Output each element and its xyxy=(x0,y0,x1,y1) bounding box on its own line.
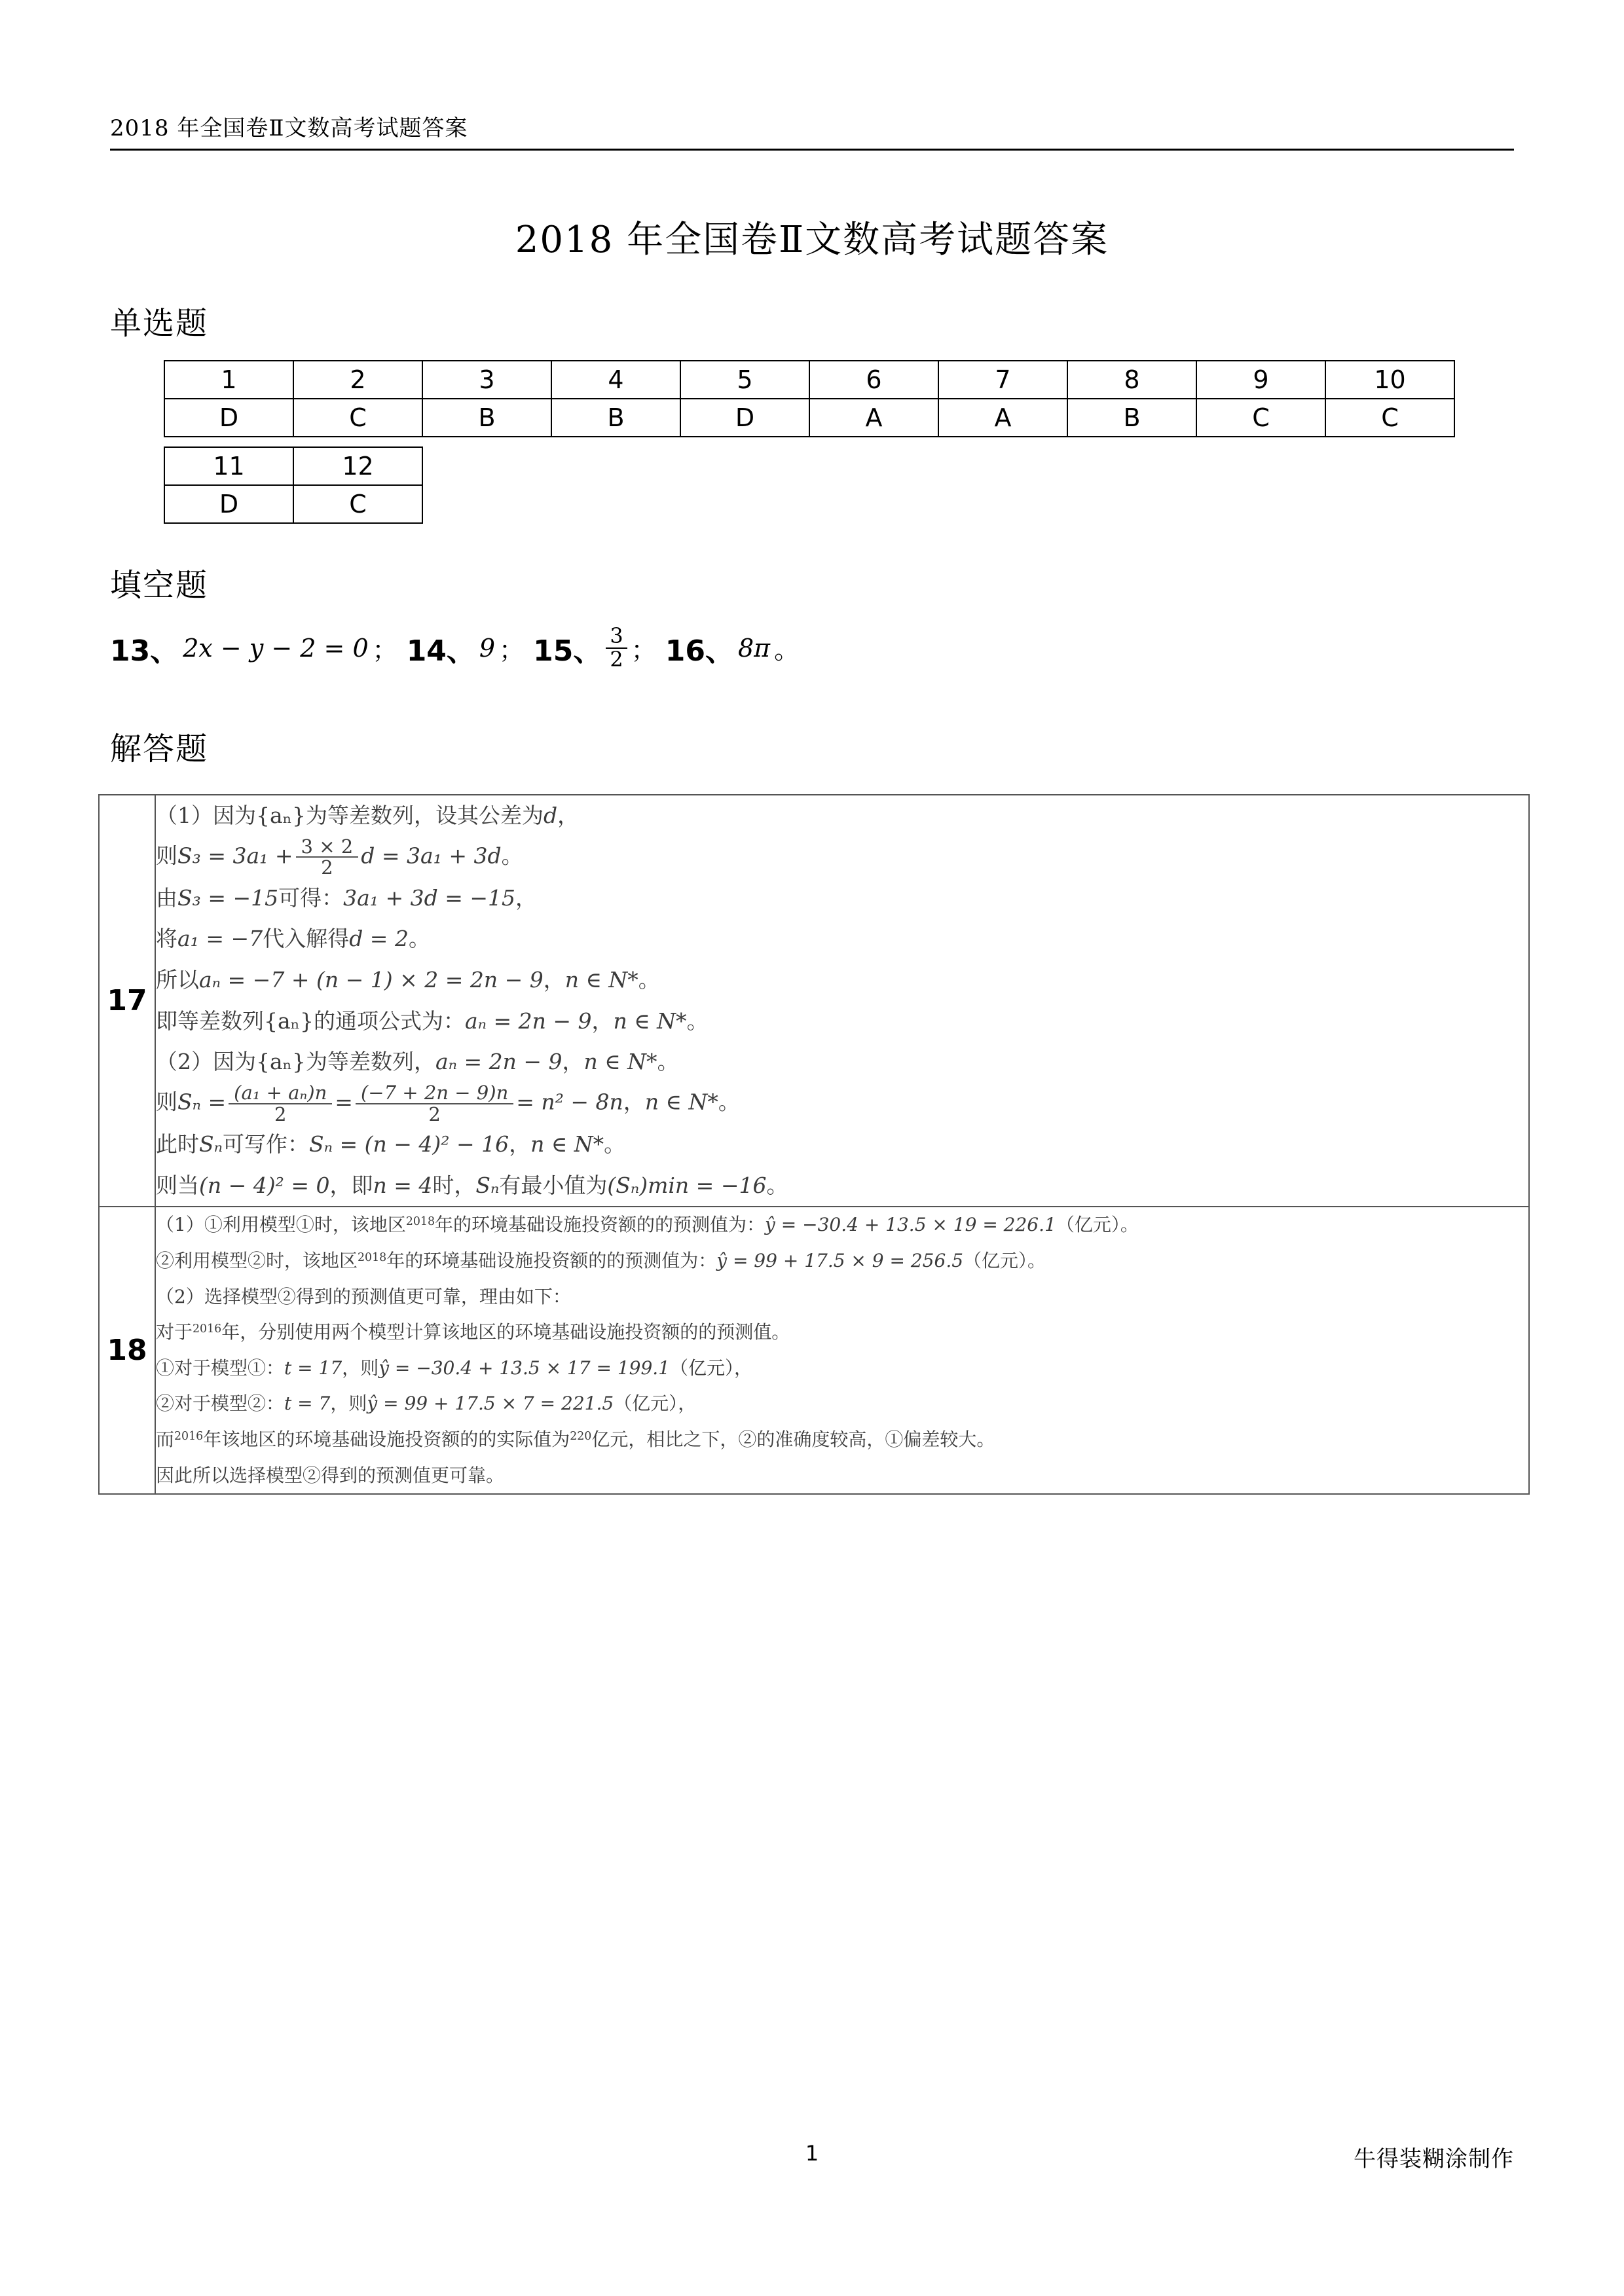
line-text: ②利用模型②时，该地区 xyxy=(156,1250,358,1272)
line-text: 此时 xyxy=(156,1131,199,1157)
mc-answer-cell: B xyxy=(422,399,551,437)
mc-answer-cell: A xyxy=(809,399,938,437)
fraction-denominator: 2 xyxy=(274,1102,287,1125)
line-text: 而 xyxy=(156,1429,175,1450)
table-row-question-18 xyxy=(99,1207,1529,1494)
line-text: 则当 xyxy=(156,1172,199,1198)
blank-separator-15: ； xyxy=(631,636,656,665)
mc-number-cell: 5 xyxy=(680,361,809,399)
table-row xyxy=(164,485,422,523)
solution-line xyxy=(156,1001,1528,1042)
line-text: 。 xyxy=(501,843,523,869)
equals-sign: = xyxy=(335,1089,353,1115)
line-text: ， xyxy=(678,1393,697,1415)
line-text: 可得： xyxy=(278,884,344,911)
solution-line xyxy=(156,1042,1528,1083)
blank-answer-16: 8π xyxy=(737,633,771,663)
line-text: 。 xyxy=(638,967,660,993)
mc-answer-cell: D xyxy=(680,399,809,437)
line-text: 由 xyxy=(156,884,177,911)
line-text: ， xyxy=(562,1049,584,1075)
question-number: 17 xyxy=(99,795,155,1207)
line-text: 所以 xyxy=(156,967,199,993)
fraction xyxy=(229,1083,332,1124)
line-text: 年，分别使用两个模型计算该地区的环境基础设施投资额的的预测值。 xyxy=(221,1321,790,1343)
solution-line xyxy=(156,1207,1528,1243)
fraction-numerator: (−7 + 2n − 9)n xyxy=(356,1083,513,1104)
math-expression: ŷ = −30.4 + 13.5 × 17 = 199.1 xyxy=(378,1357,670,1379)
math-expression: d = 2 xyxy=(349,926,409,952)
blank-number-13: 13、 xyxy=(110,634,179,668)
line-text: ， xyxy=(543,967,565,993)
line-text: 。 xyxy=(1027,1250,1046,1272)
fraction-numerator: 3 xyxy=(606,625,627,649)
blank-end-mark: 。 xyxy=(774,636,800,665)
solution-line xyxy=(156,878,1528,919)
line-text: 。 xyxy=(718,1089,740,1115)
solution-line: （2）选择模型②得到的预测值更可靠，理由如下： xyxy=(156,1285,571,1307)
mc-number-cell: 7 xyxy=(938,361,1067,399)
running-header-text: 2018 年全国卷Ⅱ文数高考试题答案 xyxy=(110,115,468,141)
sequence-notation: {aₙ} xyxy=(256,1049,306,1075)
solutions-table xyxy=(98,794,1530,1495)
math-expression: ŷ = 99 + 17.5 × 9 = 256.5 xyxy=(716,1250,964,1272)
mc-number-cell: 12 xyxy=(293,447,422,485)
page-title: 2018 年全国卷Ⅱ文数高考试题答案 xyxy=(515,219,1109,261)
math-expression: S₃ = 3a₁ + xyxy=(177,843,293,869)
solution-line xyxy=(156,960,1528,1001)
page-number: 1 xyxy=(805,2141,819,2166)
blank-answer-14: 9 xyxy=(479,633,496,663)
line-text: 有最小值为 xyxy=(499,1172,608,1198)
blank-number-15: 15、 xyxy=(533,634,602,668)
math-expression: aₙ = 2n − 9 xyxy=(435,1049,563,1075)
footer-credit: 牛得装糊涂制作 xyxy=(1354,2146,1514,2172)
line-text: ，则 xyxy=(342,1357,379,1379)
line-text: （1）因为 xyxy=(156,803,256,828)
math-sn: Sₙ xyxy=(199,1131,223,1157)
mc-answer-cell: B xyxy=(1067,399,1196,437)
year-superscript: 2018 xyxy=(358,1251,387,1265)
footer-inner xyxy=(110,2141,1514,2180)
math-expression: 3a₁ + 3d = −15 xyxy=(343,884,516,911)
math-expression: ŷ = 99 + 17.5 × 7 = 221.5 xyxy=(367,1393,614,1415)
line-text: （亿元） xyxy=(670,1357,735,1379)
mc-number-cell: 8 xyxy=(1067,361,1196,399)
line-text: 。 xyxy=(604,1131,626,1157)
mc-answer-cell: A xyxy=(938,399,1067,437)
solution-line xyxy=(156,1315,1528,1351)
mc-number-cell: 4 xyxy=(551,361,680,399)
question-number: 18 xyxy=(99,1207,155,1494)
line-text: 。 xyxy=(1120,1214,1139,1236)
year-superscript: 2018 xyxy=(405,1215,435,1229)
section-heading-solutions: 解答题 xyxy=(110,731,209,767)
line-text: ， xyxy=(515,884,538,911)
line-text: 则 xyxy=(156,1089,177,1115)
fraction-numerator: (a₁ + aₙ)n xyxy=(229,1083,332,1104)
table-row xyxy=(164,399,1454,437)
table-row xyxy=(164,447,422,485)
fraction xyxy=(356,1083,513,1124)
mc-number-cell: 9 xyxy=(1196,361,1325,399)
solution-line xyxy=(156,1422,1528,1458)
math-expression: t = 7 xyxy=(284,1393,331,1415)
math-expression: aₙ = 2n − 9 xyxy=(464,1008,592,1034)
math-expression: t = 17 xyxy=(284,1357,342,1379)
running-header xyxy=(110,115,1514,151)
math-domain: n ∈ N* xyxy=(644,1089,718,1115)
solution-line xyxy=(156,1351,1528,1387)
year-superscript: 2016 xyxy=(193,1322,222,1336)
blank-answer-15-fraction xyxy=(602,625,631,670)
page-footer xyxy=(110,2141,1514,2180)
line-text: 。 xyxy=(657,1049,679,1075)
math-domain: n ∈ N* xyxy=(564,967,638,993)
question-body xyxy=(155,1207,1529,1494)
line-text: 为等差数列，设其公差为 xyxy=(305,803,544,828)
line-text: ， xyxy=(591,1008,614,1034)
line-text: （2）因为 xyxy=(156,1049,256,1075)
line-text: （亿元） xyxy=(1056,1214,1120,1236)
line-text: ，即 xyxy=(329,1172,373,1198)
sequence-notation: {aₙ} xyxy=(256,803,306,828)
header-divider xyxy=(110,149,1514,151)
mc-number-cell: 6 xyxy=(809,361,938,399)
table-row xyxy=(164,361,1454,399)
fraction xyxy=(296,837,359,878)
fraction-denominator: 2 xyxy=(321,856,333,879)
mc-number-cell: 10 xyxy=(1325,361,1454,399)
line-text: （亿元） xyxy=(614,1393,678,1415)
math-expression: (n − 4)² = 0 xyxy=(199,1172,330,1198)
solution-line xyxy=(156,1083,1528,1124)
line-text: 的通项公式为： xyxy=(313,1008,465,1034)
fill-blank-answers xyxy=(110,625,808,670)
math-domain: n ∈ N* xyxy=(613,1008,687,1034)
mc-answer-cell: C xyxy=(1196,399,1325,437)
blank-number-14: 14、 xyxy=(406,634,475,668)
blank-separator-14: ； xyxy=(499,636,525,665)
math-expression: aₙ = −7 + (n − 1) × 2 = 2n − 9 xyxy=(199,967,544,993)
mc-answer-cell: C xyxy=(293,399,422,437)
mc-number-cell: 1 xyxy=(164,361,293,399)
solution-line xyxy=(156,1386,1528,1422)
math-d: d xyxy=(543,803,558,828)
math-expression: (Sₙ)min = −16 xyxy=(607,1172,767,1198)
line-text: 将 xyxy=(156,926,177,952)
line-text: 时， xyxy=(432,1172,476,1198)
line-text: 为等差数列， xyxy=(305,1049,435,1075)
line-text: 年的环境基础设施投资额的的预测值为： xyxy=(435,1214,766,1236)
mc-number-cell: 3 xyxy=(422,361,551,399)
line-text: ①对于模型①： xyxy=(156,1357,285,1379)
math-expression: Sₙ = (n − 4)² − 16 xyxy=(308,1131,509,1157)
fraction-denominator: 2 xyxy=(610,646,623,672)
mc-answer-cell: B xyxy=(551,399,680,437)
line-text: ， xyxy=(623,1089,645,1115)
solution-line xyxy=(156,1124,1528,1165)
math-expression: n = 4 xyxy=(373,1172,433,1198)
math-expression: a₁ = −7 xyxy=(177,926,263,952)
line-text: 亿元，相比之下，②的准确度较高，①偏差较大。 xyxy=(591,1429,995,1450)
math-expression: d = 3a₁ + 3d xyxy=(361,843,502,869)
multiple-choice-table xyxy=(164,360,1455,437)
mc-number-cell: 11 xyxy=(164,447,293,485)
math-sn: Sₙ xyxy=(475,1172,500,1198)
line-text: 则 xyxy=(156,843,177,869)
year-superscript: 2016 xyxy=(174,1429,204,1443)
line-text: ， xyxy=(734,1357,753,1379)
line-text: ，则 xyxy=(330,1393,367,1415)
solution-line: 因此所以选择模型②得到的预测值更可靠。 xyxy=(156,1464,505,1486)
sequence-notation: {aₙ} xyxy=(264,1008,314,1034)
math-expression: Sₙ = xyxy=(177,1089,227,1115)
mc-answer-cell: C xyxy=(293,485,422,523)
math-domain: n ∈ N* xyxy=(530,1131,604,1157)
section-heading-fill-blanks: 填空题 xyxy=(110,567,209,604)
line-text: 。 xyxy=(408,926,430,952)
question-body xyxy=(155,795,1529,1207)
solution-line xyxy=(156,1243,1528,1279)
line-text: 年该地区的环境基础设施投资额的的实际值为 xyxy=(203,1429,570,1450)
section-heading-multiple-choice: 单选题 xyxy=(110,305,209,342)
mc-answer-cell: C xyxy=(1325,399,1454,437)
blank-separator-13: ； xyxy=(372,636,397,665)
line-text: 可写作： xyxy=(222,1131,309,1157)
math-expression: = n² − 8n xyxy=(516,1089,623,1115)
solution-line xyxy=(156,919,1528,960)
blank-answer-13: 2x − y − 2 = 0 xyxy=(183,633,369,663)
line-text: ， xyxy=(557,803,580,828)
line-text: 。 xyxy=(766,1172,788,1198)
mc-answer-cell: D xyxy=(164,485,293,523)
solution-line xyxy=(156,837,1528,878)
mc-answer-cell: D xyxy=(164,399,293,437)
line-text: （1）①利用模型①时，该地区 xyxy=(156,1214,406,1236)
math-domain: n ∈ N* xyxy=(583,1049,657,1075)
line-text: 即等差数列 xyxy=(156,1008,264,1034)
multiple-choice-table-extra xyxy=(164,446,423,524)
line-text: ， xyxy=(509,1131,531,1157)
line-text: 代入解得 xyxy=(263,926,350,952)
line-text: 。 xyxy=(686,1008,709,1034)
fraction-numerator: 3 × 2 xyxy=(296,837,359,858)
line-text: （亿元） xyxy=(963,1250,1028,1272)
blank-number-16: 16、 xyxy=(665,634,734,668)
line-text: 年的环境基础设施投资额的的预测值为： xyxy=(386,1250,717,1272)
solution-line xyxy=(156,795,1528,837)
fraction-denominator: 2 xyxy=(428,1102,441,1125)
mc-number-cell: 2 xyxy=(293,361,422,399)
line-text: ②对于模型②： xyxy=(156,1393,285,1415)
solution-line xyxy=(156,1165,1528,1207)
value-superscript: 220 xyxy=(570,1429,592,1443)
line-text: 对于 xyxy=(156,1321,193,1343)
table-row-question-17 xyxy=(99,795,1529,1207)
math-expression: ŷ = −30.4 + 13.5 × 19 = 226.1 xyxy=(765,1214,1056,1236)
math-expression: S₃ = −15 xyxy=(177,884,279,911)
